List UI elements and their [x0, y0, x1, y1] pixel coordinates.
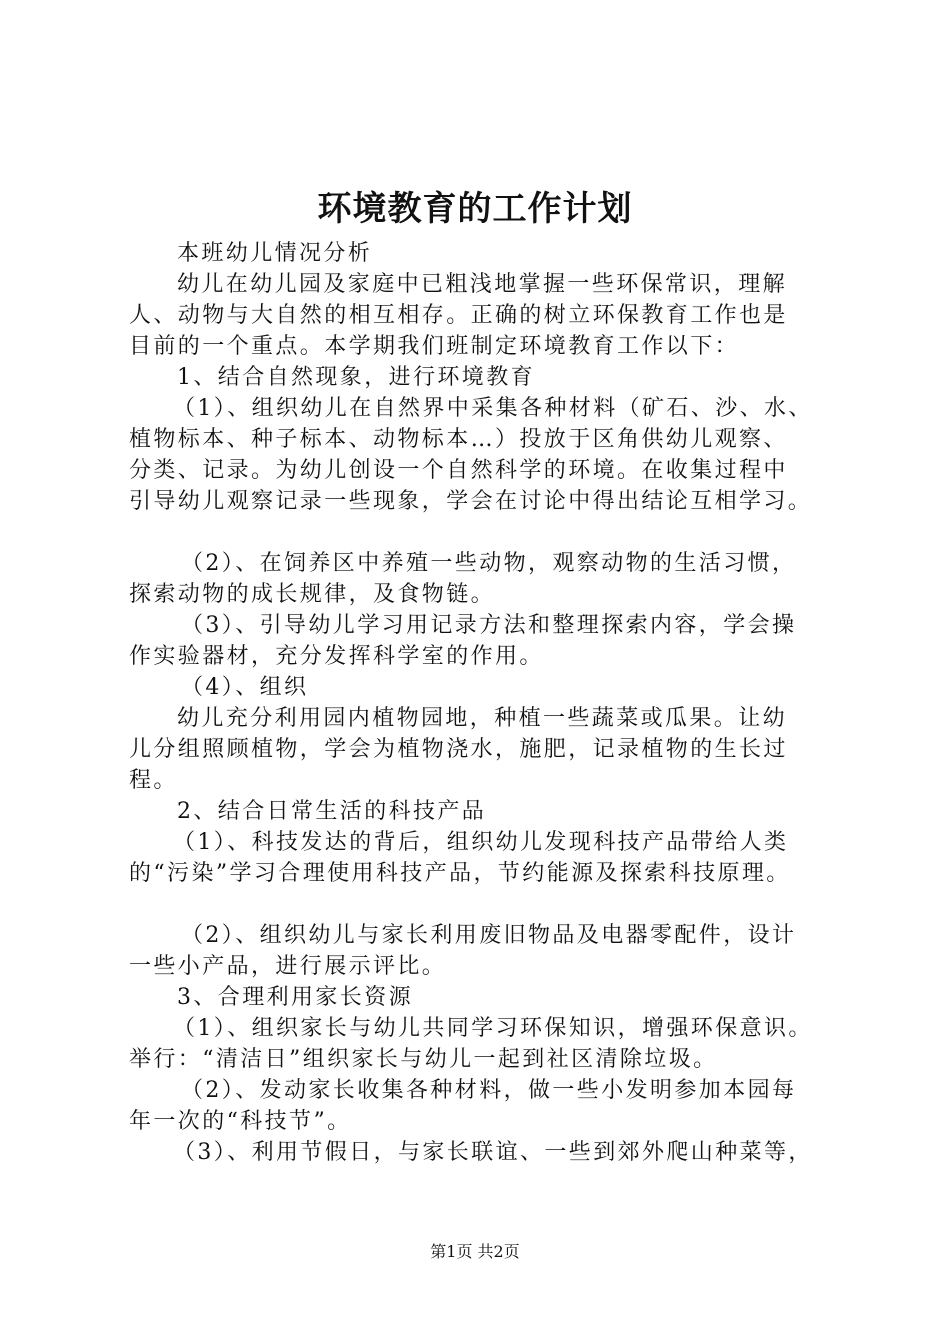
paragraph-line: 幼儿充分利用园内植物园地，种植一些蔬菜或瓜果。让幼 — [177, 706, 788, 731]
paragraph-line: （2）、发动家长收集各种材料，做一些小发明参加本园每 — [181, 1078, 797, 1103]
paragraph-line: 程。 — [129, 768, 178, 793]
paragraph-line: 一些小产品，进行展示评比。 — [129, 954, 447, 979]
paragraph-line: 人、动物与大自然的相互相存。正确的树立环保教育工作也是 — [129, 303, 788, 328]
paragraph-line: （2）、组织幼儿与家长利用废旧物品及电器零配件，设计 — [181, 923, 797, 948]
section-heading: 2、结合日常生活的科技产品 — [177, 799, 487, 824]
page-number-footer: 第1页 共2页 — [430, 1242, 520, 1261]
paragraph-line: （1）、科技发达的背后，组织幼儿发现科技产品带给人类 — [173, 830, 789, 855]
paragraph-line: 作实验器材，充分发挥科学室的作用。 — [129, 644, 544, 669]
document-title: 环境教育的工作计划 — [317, 189, 633, 229]
blank-line — [129, 517, 853, 548]
paragraph-line: 举行：“清洁日”组织家长与幼儿一起到社区清除垃圾。 — [129, 1047, 718, 1072]
paragraph-line: 植物标本、种子标本、动物标本…）投放于区角供幼儿观察、 — [129, 427, 788, 452]
paragraph-line: （4）、组织 — [181, 675, 309, 700]
paragraph-line: 的“污染”学习合理使用科技产品，节约能源及探索科技原理。 — [129, 861, 791, 886]
section-heading: 3、合理利用家长资源 — [177, 985, 413, 1010]
paragraph-line: 分类、记录。为幼儿创设一个自然科学的环境。在收集过程中 — [129, 458, 788, 483]
paragraph-line: （3）、引导幼儿学习用记录方法和整理探索内容，学会操 — [181, 613, 797, 638]
paragraph-line: （3）、利用节假日，与家长联谊、一些到郊外爬山种菜等， — [173, 1140, 813, 1165]
paragraph-line: 幼儿在幼儿园及家庭中已粗浅地掌握一些环保常识，理解 — [177, 272, 788, 297]
paragraph-line: （1）、组织家长与幼儿共同学习环保知识，增强环保意识。 — [173, 1016, 813, 1041]
paragraph-line: 目前的一个重点。本学期我们班制定环境教育工作以下： — [129, 334, 740, 359]
paragraph-line: 儿分组照顾植物，学会为植物浇水，施肥，记录植物的生长过 — [129, 737, 788, 762]
blank-line — [129, 889, 853, 920]
paragraph-line: 引导幼儿观察记录一些现象，学会在讨论中得出结论互相学习。 — [129, 489, 813, 514]
section-heading: 1、结合自然现象，进行环境教育 — [177, 365, 535, 390]
paragraph-line: （1）、组织幼儿在自然界中采集各种材料（矿石、沙、水、 — [173, 396, 813, 421]
paragraph-line: （2）、在饲养区中养殖一些动物，观察动物的生活习惯， — [181, 551, 797, 576]
paragraph-line: 年一次的“科技节”。 — [129, 1109, 352, 1134]
paragraph-line: 探索动物的成长规律，及食物链。 — [129, 582, 496, 607]
document-body — [129, 238, 853, 1168]
section-heading: 本班幼儿情况分析 — [177, 241, 373, 266]
